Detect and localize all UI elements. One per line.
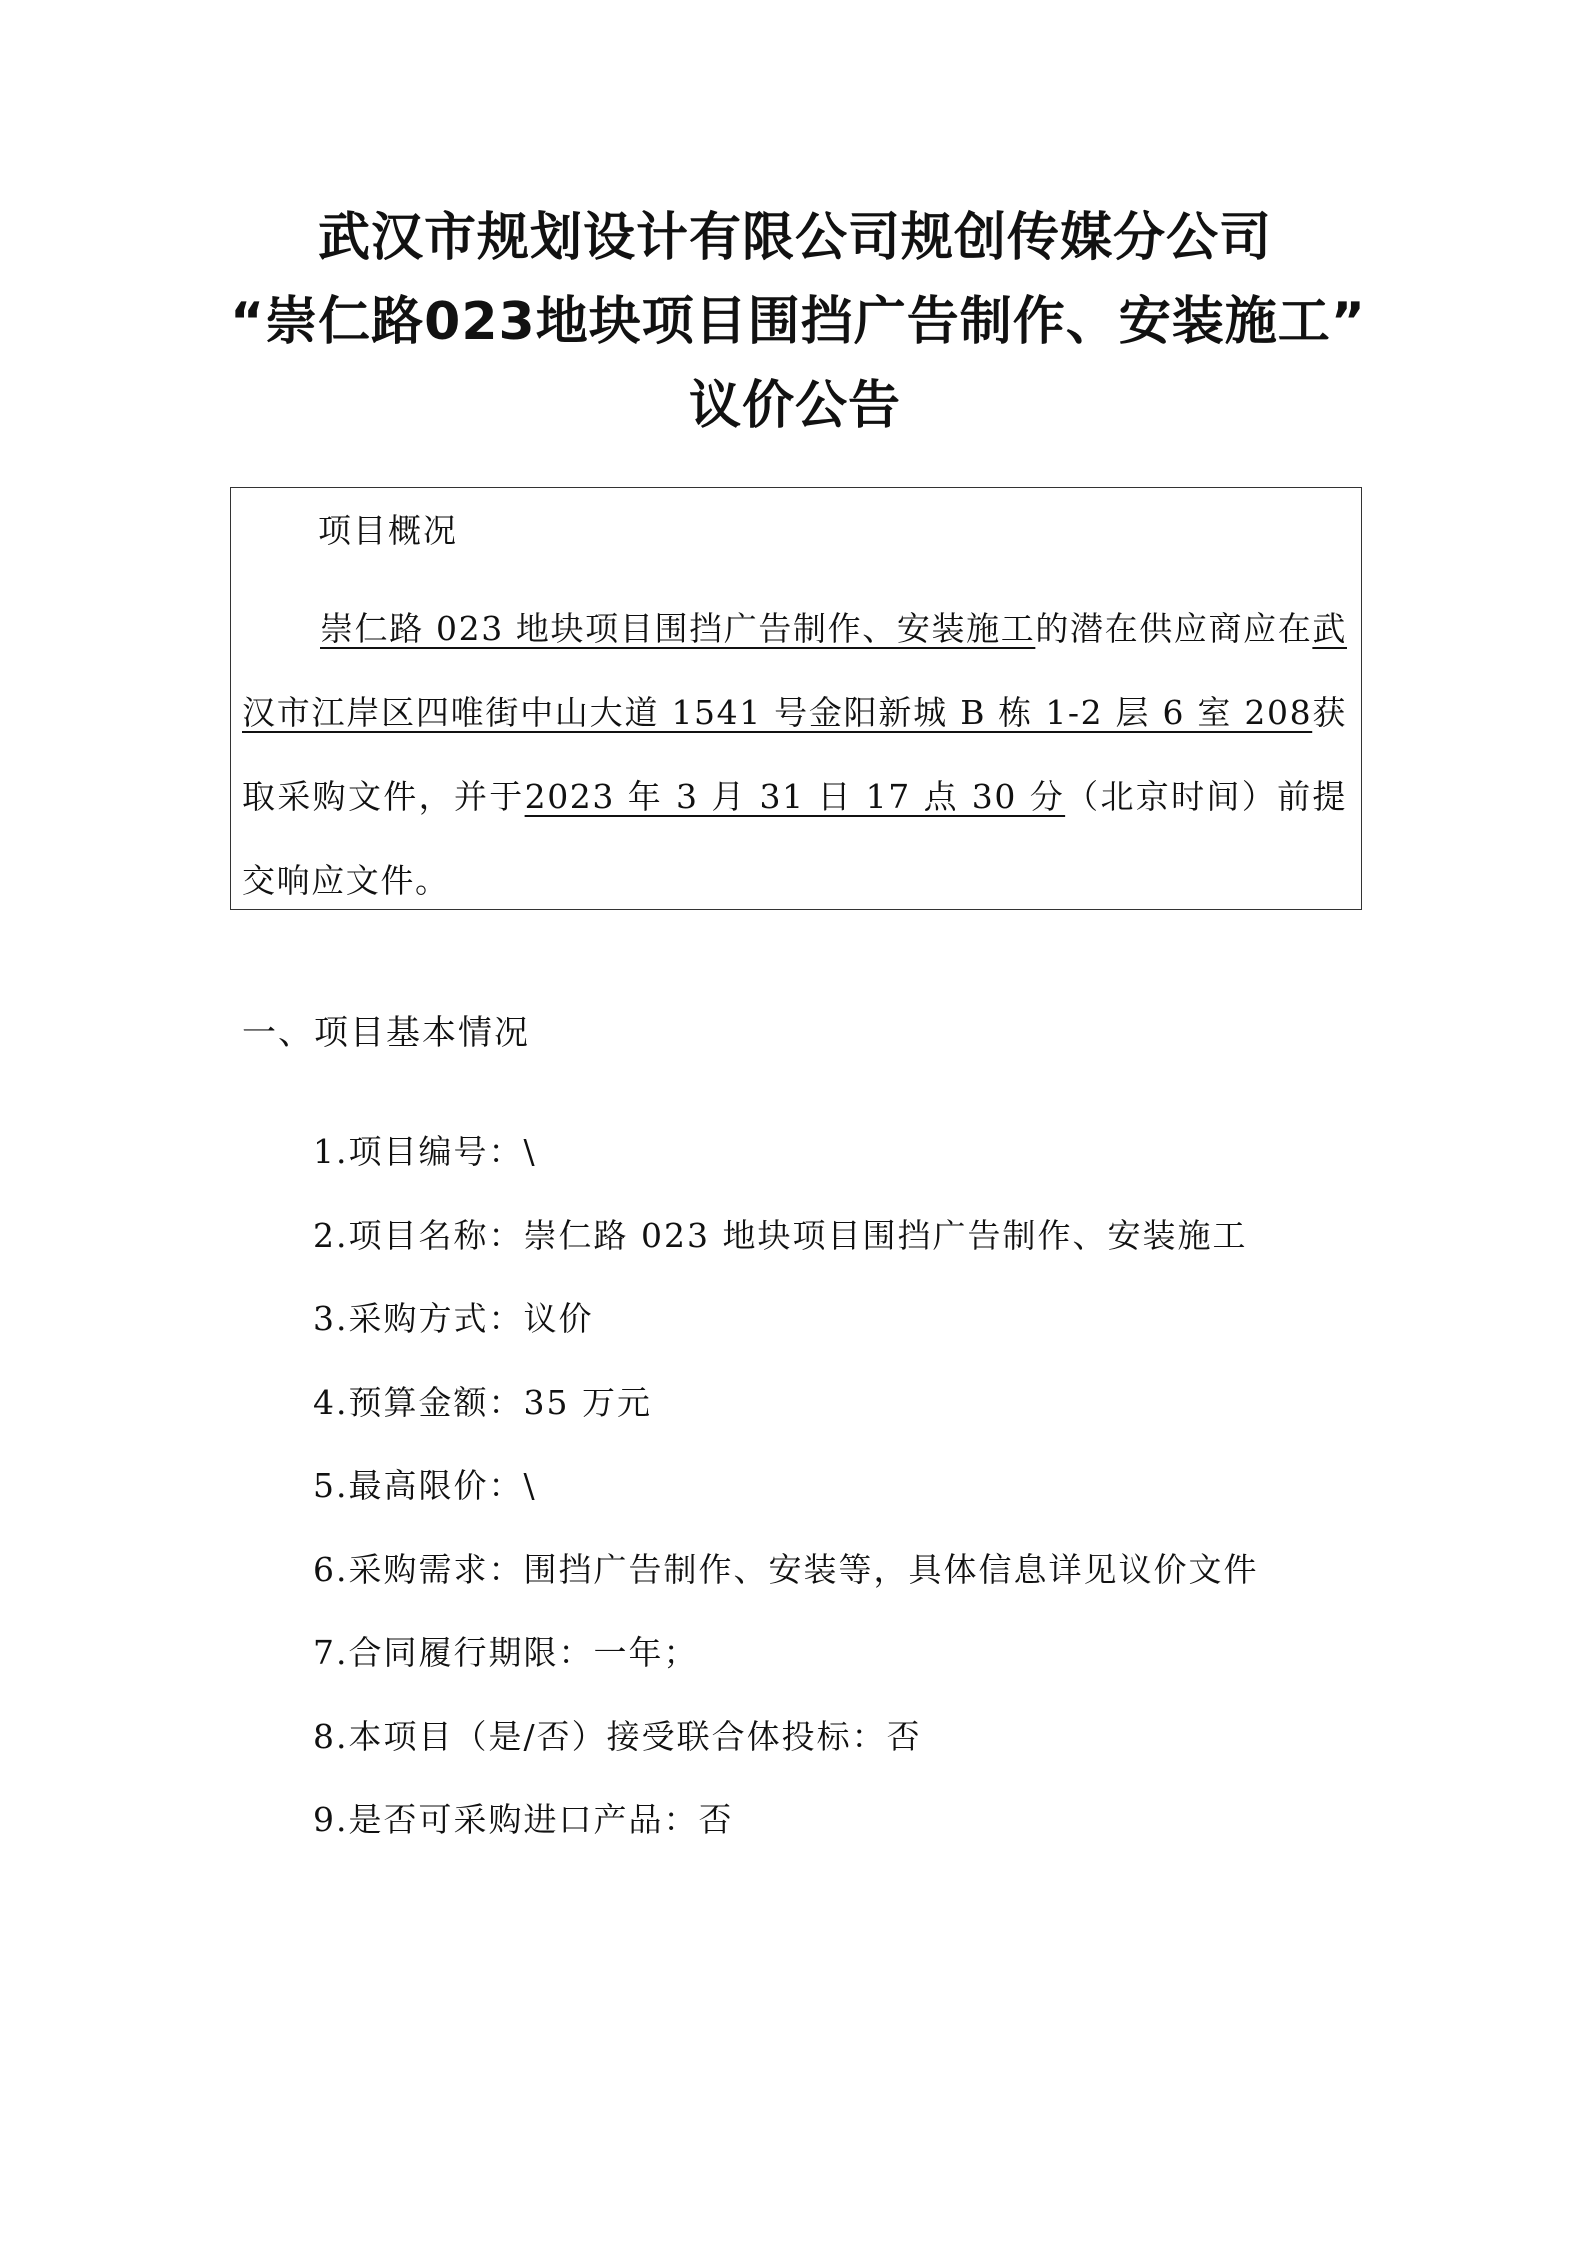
info-item-imported-products: 9.是否可采购进口产品：否: [313, 1800, 734, 1839]
title-line-company: 武汉市规划设计有限公司规创传媒分公司: [317, 208, 1272, 268]
overview-deadline: 2023 年 3 月 31 日 17 点 30 分: [524, 777, 1066, 816]
overview-text-b: 获取采购文件，并于: [242, 693, 1347, 816]
overview-text: [242, 587, 1347, 923]
title-line-notice: 议价公告: [688, 376, 901, 436]
overview-project-name: 崇仁路 023 地块项目围挡广告制作、安装施工: [320, 609, 1036, 648]
project-overview-box: [230, 487, 1362, 910]
info-item-contract-term: 7.合同履行期限：一年；: [313, 1633, 699, 1672]
info-item-procurement-method: 3.采购方式：议价: [313, 1299, 594, 1338]
document-title: [230, 196, 1366, 448]
title-line-project: “崇仁路023地块项目围挡广告制作、安装施工”: [230, 292, 1366, 352]
info-item-requirements: 6.采购需求：围挡广告制作、安装等，具体信息详见议价文件: [313, 1549, 1259, 1589]
basic-info-list: [313, 1127, 1259, 1879]
info-item-max-price: 5.最高限价：\: [313, 1466, 537, 1505]
info-item-consortium: 8.本项目（是/否）接受联合体投标：否: [313, 1716, 922, 1756]
section-heading-basic-info: 一、项目基本情况: [242, 1013, 530, 1053]
overview-text-a: 的潜在供应商应在: [1035, 609, 1313, 648]
info-item-budget: 4.预算金额：35 万元: [313, 1382, 652, 1422]
overview-heading: 项目概况: [318, 511, 458, 550]
overview-text-c: （北京时间）前提交响应文件。: [242, 777, 1347, 900]
overview-address: 武汉市江岸区四唯街中山大道 1541 号金阳新城 B 栋 1-2 层 6 室 208: [242, 609, 1347, 732]
info-item-project-number: 1.项目编号：\: [313, 1132, 537, 1171]
info-item-project-name: 2.项目名称：崇仁路 023 地块项目围挡广告制作、安装施工: [313, 1215, 1248, 1255]
